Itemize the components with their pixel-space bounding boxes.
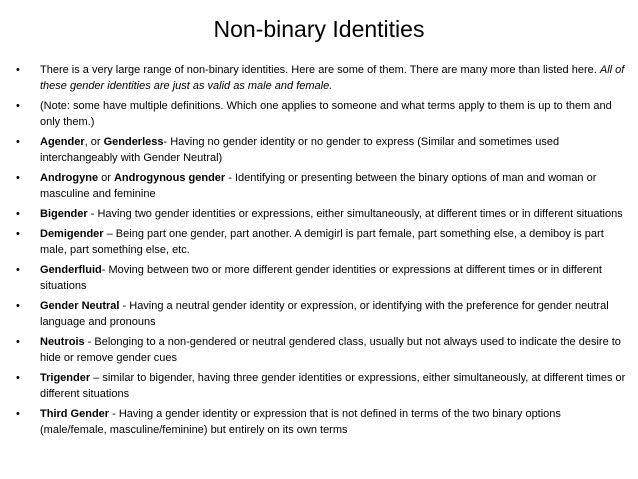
list-item	[16, 334, 628, 366]
item-term: Demigender	[40, 228, 104, 240]
bullet-icon: •	[16, 100, 20, 112]
list-item	[16, 298, 628, 330]
item-text: - Having two gender identities or expressions, either simultaneously, at different times or in different situations	[87, 208, 623, 220]
item-term: Trigender	[40, 372, 91, 384]
bullet-icon: •	[16, 64, 20, 76]
item-term: Neutrois	[40, 336, 85, 348]
bullet-list	[16, 62, 628, 442]
item-text: - Having a neutral gender identity or expression, or identifying with the preference for gender neutral language and pronouns	[40, 300, 609, 328]
item-text: - Belonging to a non-gendered or neutral gendered class, usually but not always used to indicate the desire to hide or remove gender cues	[40, 336, 621, 364]
item-text: – similar to bigender, having three gender identities or expressions, either simultaneously, at different times or different situations	[40, 372, 626, 400]
item-term: Agender	[40, 136, 85, 148]
bullet-icon: •	[16, 372, 20, 384]
item-italic-text: All of these gender identities are just as valid as male and female.	[40, 64, 625, 92]
item-text: – Being part one gender, part another. A demigirl is part female, part something else, a demiboy is part male, part something else, etc.	[40, 228, 604, 256]
item-term: Bigender	[40, 208, 88, 220]
list-item	[16, 206, 628, 222]
item-connector: or	[98, 172, 114, 184]
list-item	[16, 134, 628, 166]
item-text: There is a very large range of non-binary identities. Here are some of them. There are many more than listed here.	[40, 64, 600, 76]
bullet-icon: •	[16, 300, 20, 312]
item-text: - Moving between two or more different gender identities or expressions at different times or in different situations	[40, 264, 602, 292]
item-term: Genderfluid	[40, 264, 102, 276]
item-text: - Having a gender identity or expression that is not defined in terms of the two binary options (male/female, masculine/feminine) but entirely on its own terms	[40, 408, 561, 436]
item-term: Gender Neutral	[40, 300, 120, 312]
item-text: - Having no gender identity or no gender to express (Similar and sometimes used interchangeably with Gender Neutral)	[40, 136, 560, 164]
list-item	[16, 98, 628, 130]
list-item	[16, 170, 628, 202]
bullet-icon: •	[16, 172, 20, 184]
bullet-icon: •	[16, 136, 20, 148]
list-item	[16, 262, 628, 294]
list-item	[16, 226, 628, 258]
item-connector: , or	[84, 136, 104, 148]
bullet-icon: •	[16, 264, 20, 276]
bullet-icon: •	[16, 408, 20, 420]
bullet-icon: •	[16, 228, 20, 240]
item-text: - Identifying or presenting between the binary options of man and woman or masculine and feminine	[40, 172, 597, 200]
item-term: Third Gender	[40, 408, 110, 420]
bullet-icon: •	[16, 336, 20, 348]
bullet-icon: •	[16, 208, 20, 220]
item-term: Androgyne	[40, 172, 99, 184]
item-term-alt: Genderless	[103, 136, 164, 148]
list-item	[16, 406, 628, 438]
list-item	[16, 62, 628, 94]
list-item	[16, 370, 628, 402]
slide-title: Non-binary Identities	[213, 16, 425, 42]
item-text: (Note: some have multiple definitions. Which one applies to someone and what terms apply to them is up to them and only them.)	[40, 100, 612, 128]
item-term-alt: Androgynous gender	[113, 172, 226, 184]
